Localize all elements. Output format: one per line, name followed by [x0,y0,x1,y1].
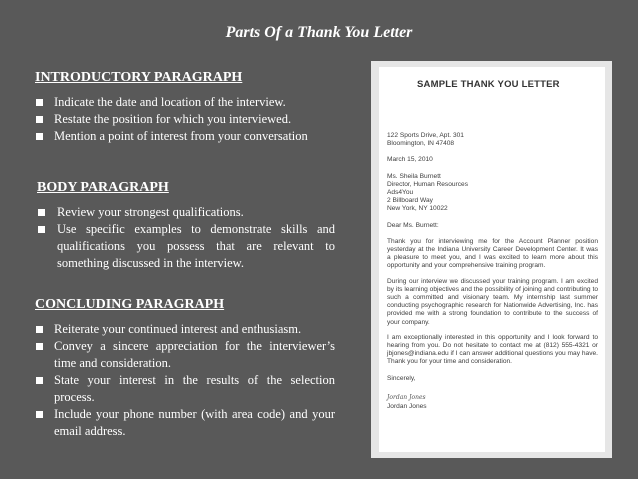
list-item [35,128,335,145]
list-item-text: Indicate the date and location of the interview. [54,95,286,109]
body-list [35,204,335,272]
slide-title: Parts Of a Thank You Letter [225,24,413,41]
letter-title: SAMPLE THANK YOU LETTER [417,79,560,90]
square-bullet-icon [36,411,43,418]
list-item-text: Review your strongest qualifications. [57,205,244,219]
letter-signer: Jordan Jones [387,403,427,411]
concluding-list [35,321,335,440]
list-item [35,204,335,221]
recipient-name: Ms. Sheila Burnett [387,172,441,180]
list-item-text: Use specific examples to demonstrate skills and qualifications you possess that are relevant to something discussed in the interview. [57,222,335,270]
sender-address [387,132,598,148]
square-bullet-icon [36,343,43,350]
recipient-company: Ads4You [387,189,414,197]
recipient-city: New York, NY 10022 [387,205,448,213]
letter-paragraph: Thank you for interviewing me for the Account Planner position yesterday at the Indiana University Career Development Center. It was a pleasure to meet you, and I was excited to learn more about this opportunity and your comprehensive training program. [387,237,598,270]
introductory-list [35,94,335,145]
letter-date: March 15, 2010 [387,156,433,164]
recipient-title: Director, Human Resources [387,180,468,188]
list-item [35,221,335,272]
letter-paragraph: During our interview we discussed your training program. I am excited by its learning objectives and the possibility of joining and contributing to such a committed and visionary team. My internship last summer conducting psychographic research for Nationwide Advertising, Inc. has provided me with a strong foundation to contribute to the success of your company. [387,277,598,326]
list-item-text: State your interest in the results of the selection process. [54,373,335,404]
list-item [35,338,335,372]
letter-closing: Sincerely, [387,374,416,382]
list-item-text: Convey a sincere appreciation for the interviewer’s time and consideration. [54,339,335,370]
list-item-text: Include your phone number (with area code) and your email address. [54,407,335,438]
square-bullet-icon [36,377,43,384]
recipient-address [387,173,598,214]
square-bullet-icon [38,226,45,233]
address-line: 122 Sports Drive, Apt. 301 [387,132,464,139]
list-item-text: Restate the position for which you interviewed. [54,112,292,126]
introductory-section [35,70,335,145]
handwritten-signature: Jordan Jones [387,393,426,401]
square-bullet-icon [36,99,43,106]
address-line: Bloomington, IN 47408 [387,140,455,148]
body-section [35,180,335,272]
letter-salutation: Dear Ms. Burnett: [387,221,439,229]
list-item [35,372,335,406]
list-item [35,406,335,440]
recipient-street: 2 Billboard Way [387,197,433,205]
list-item-text: Reiterate your continued interest and enthusiasm. [54,322,302,336]
sample-letter-image [371,61,612,458]
introductory-heading: INTRODUCTORY PARAGRAPH [35,70,243,85]
body-heading: BODY PARAGRAPH [37,180,169,195]
concluding-heading: CONCLUDING PARAGRAPH [35,297,225,312]
list-item [35,111,335,128]
concluding-section [35,297,335,440]
list-item [35,321,335,338]
list-item [35,94,335,111]
list-item-text: Mention a point of interest from your conversation [54,129,308,143]
square-bullet-icon [36,133,43,140]
letter-paragraph: I am exceptionally interested in this opportunity and I look forward to hearing from you. Do not hesitate to contact me at (812) 555-4321 or jbjones@indiana.edu if I can answer additional questions you may have. Thank you for your time and consideration. [387,333,598,366]
square-bullet-icon [38,209,45,216]
square-bullet-icon [36,326,43,333]
square-bullet-icon [36,116,43,123]
letter-page [379,67,605,452]
